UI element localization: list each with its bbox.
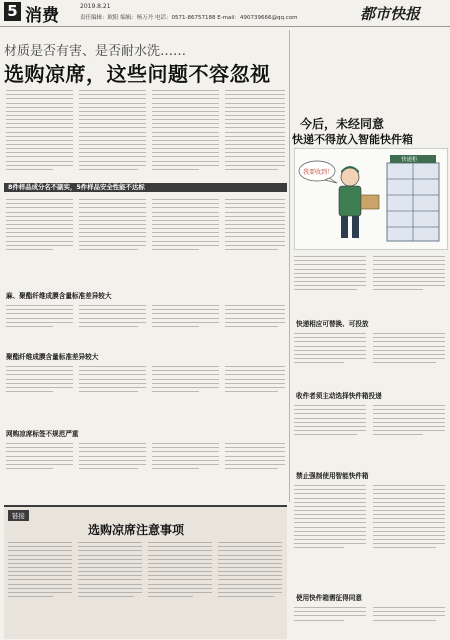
lead-col-3	[152, 87, 219, 173]
section2-col-3	[152, 302, 219, 330]
headline-title: 选购凉席，这些问题不容忽视	[4, 62, 271, 86]
section3-col-2	[79, 363, 146, 395]
headline-kicker: 材质是否有害、是否耐水洗……	[4, 44, 187, 59]
right-col-1-r2	[294, 402, 366, 438]
right-feature-title-2: 快递不得放入智能快件箱	[292, 133, 413, 146]
section4-col-2	[79, 440, 146, 472]
locker-sign-text: 快递柜	[401, 157, 418, 163]
page-number: 5	[4, 2, 21, 21]
right-heading-2: 收件者须主动选择快件箱投递	[296, 392, 382, 400]
lead-col-1	[6, 87, 73, 173]
section1-col-4	[225, 196, 285, 253]
section3-col-3	[152, 363, 219, 395]
right-col-2-lead	[373, 253, 445, 293]
link-col-1	[8, 539, 72, 600]
section-heading-1: 8件样品成分名不副实，5件样品安全性能不达标	[4, 183, 287, 192]
right-col-2-r3	[373, 482, 445, 551]
section2-col-4	[225, 302, 285, 330]
section1-col-3	[152, 196, 219, 253]
right-feature-title-1: 今后，未经同意	[300, 117, 385, 131]
right-heading-1: 快递相应可替换、可投放	[296, 320, 369, 328]
section1-col-1	[6, 196, 73, 253]
right-col-2-r4	[373, 604, 445, 624]
section2-col-1	[6, 302, 73, 330]
courier-illustration-svg	[295, 149, 447, 249]
section2-col-2	[79, 302, 146, 330]
right-col-1-lead	[294, 253, 366, 293]
link-tag: 链接	[8, 510, 29, 521]
paper-name: 都市快报	[360, 5, 421, 23]
right-col-1-r3	[294, 482, 366, 551]
editor-line: 责任编辑：欧阳 编辑：杨万丹 电话：0571-86757188 E-mail：490739666@qq.com	[80, 15, 298, 21]
courier-illustration	[294, 148, 448, 250]
link-col-4	[218, 539, 282, 600]
right-heading-4: 使用快件箱需征得同意	[296, 594, 362, 602]
masthead	[0, 0, 450, 27]
right-col-1-r4	[294, 604, 366, 624]
link-col-3	[148, 539, 212, 600]
right-col-1-r1	[294, 330, 366, 366]
section-heading-4: 网购凉席标签不规范严重	[6, 430, 79, 438]
section-heading-2: 麻、聚酯纤维成膜含量标准差异较大	[6, 292, 112, 300]
section1-col-2	[79, 196, 146, 253]
right-col-2-r2	[373, 402, 445, 438]
section3-col-4	[225, 363, 285, 395]
lead-col-4	[225, 87, 285, 173]
section3-col-1	[6, 363, 73, 395]
link-col-2	[78, 539, 142, 600]
speech-bubble-text: 我要收到！	[303, 169, 334, 176]
section-name: 消费	[25, 6, 59, 26]
right-col-2-r1	[373, 330, 445, 366]
section4-col-1	[6, 440, 73, 472]
link-box	[4, 505, 287, 639]
section-heading-3: 聚酯纤维成膜含量标准差异较大	[6, 353, 99, 361]
column-divider	[289, 30, 290, 502]
section4-col-3	[152, 440, 219, 472]
section4-col-4	[225, 440, 285, 472]
lead-col-2	[79, 87, 146, 173]
link-title: 选购凉席注意事项	[88, 523, 185, 537]
issue-date: 2019.8.21	[80, 3, 111, 10]
right-heading-3: 禁止强制使用智能快件箱	[296, 472, 369, 480]
